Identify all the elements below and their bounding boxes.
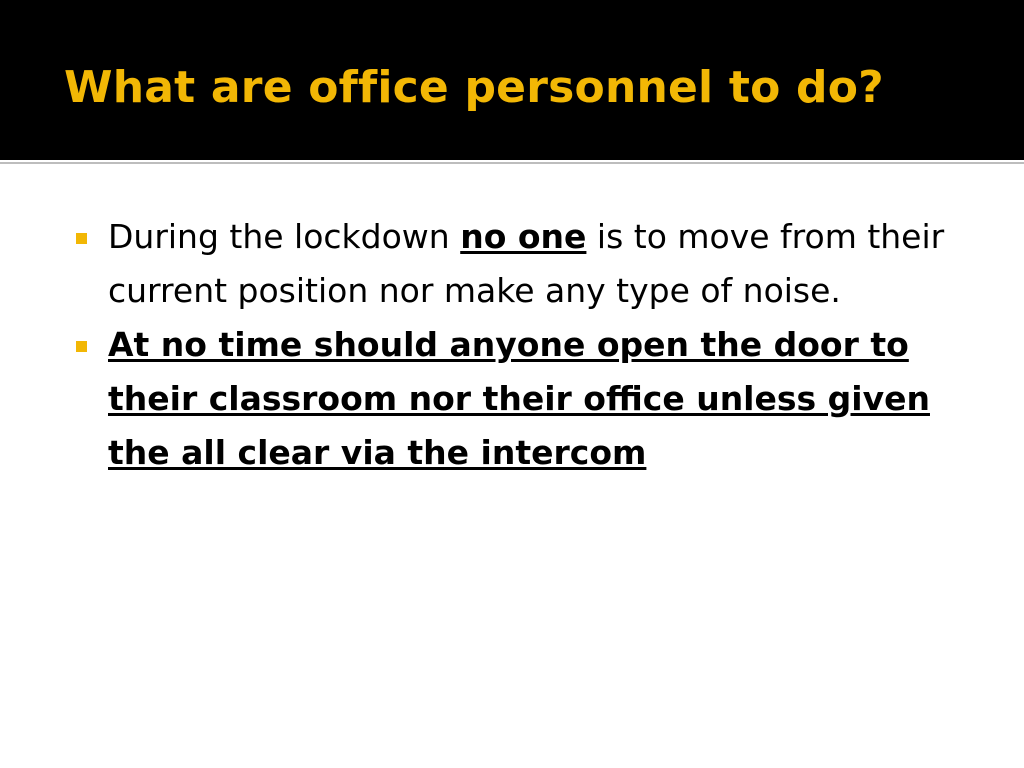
slide-title: What are office personnel to do? xyxy=(64,62,884,113)
title-divider xyxy=(0,160,1024,168)
title-bar xyxy=(0,0,1024,160)
square-bullet-icon xyxy=(76,233,87,244)
bullet-item-1 xyxy=(76,210,976,318)
square-bullet-icon xyxy=(76,341,87,352)
bullet-text-before: During the lockdown xyxy=(108,217,461,256)
bullet-item-2 xyxy=(76,318,976,480)
bullet-text-after: is to move from their current position nor make any type of noise. xyxy=(108,217,945,310)
bullet-emphasis: no one xyxy=(460,217,587,256)
bullet-list xyxy=(76,210,976,480)
bullet-text-2: At no time should anyone open the door to their classroom nor their office unless given the all clear via the intercom xyxy=(108,325,930,472)
bullet-text-1 xyxy=(108,210,976,318)
